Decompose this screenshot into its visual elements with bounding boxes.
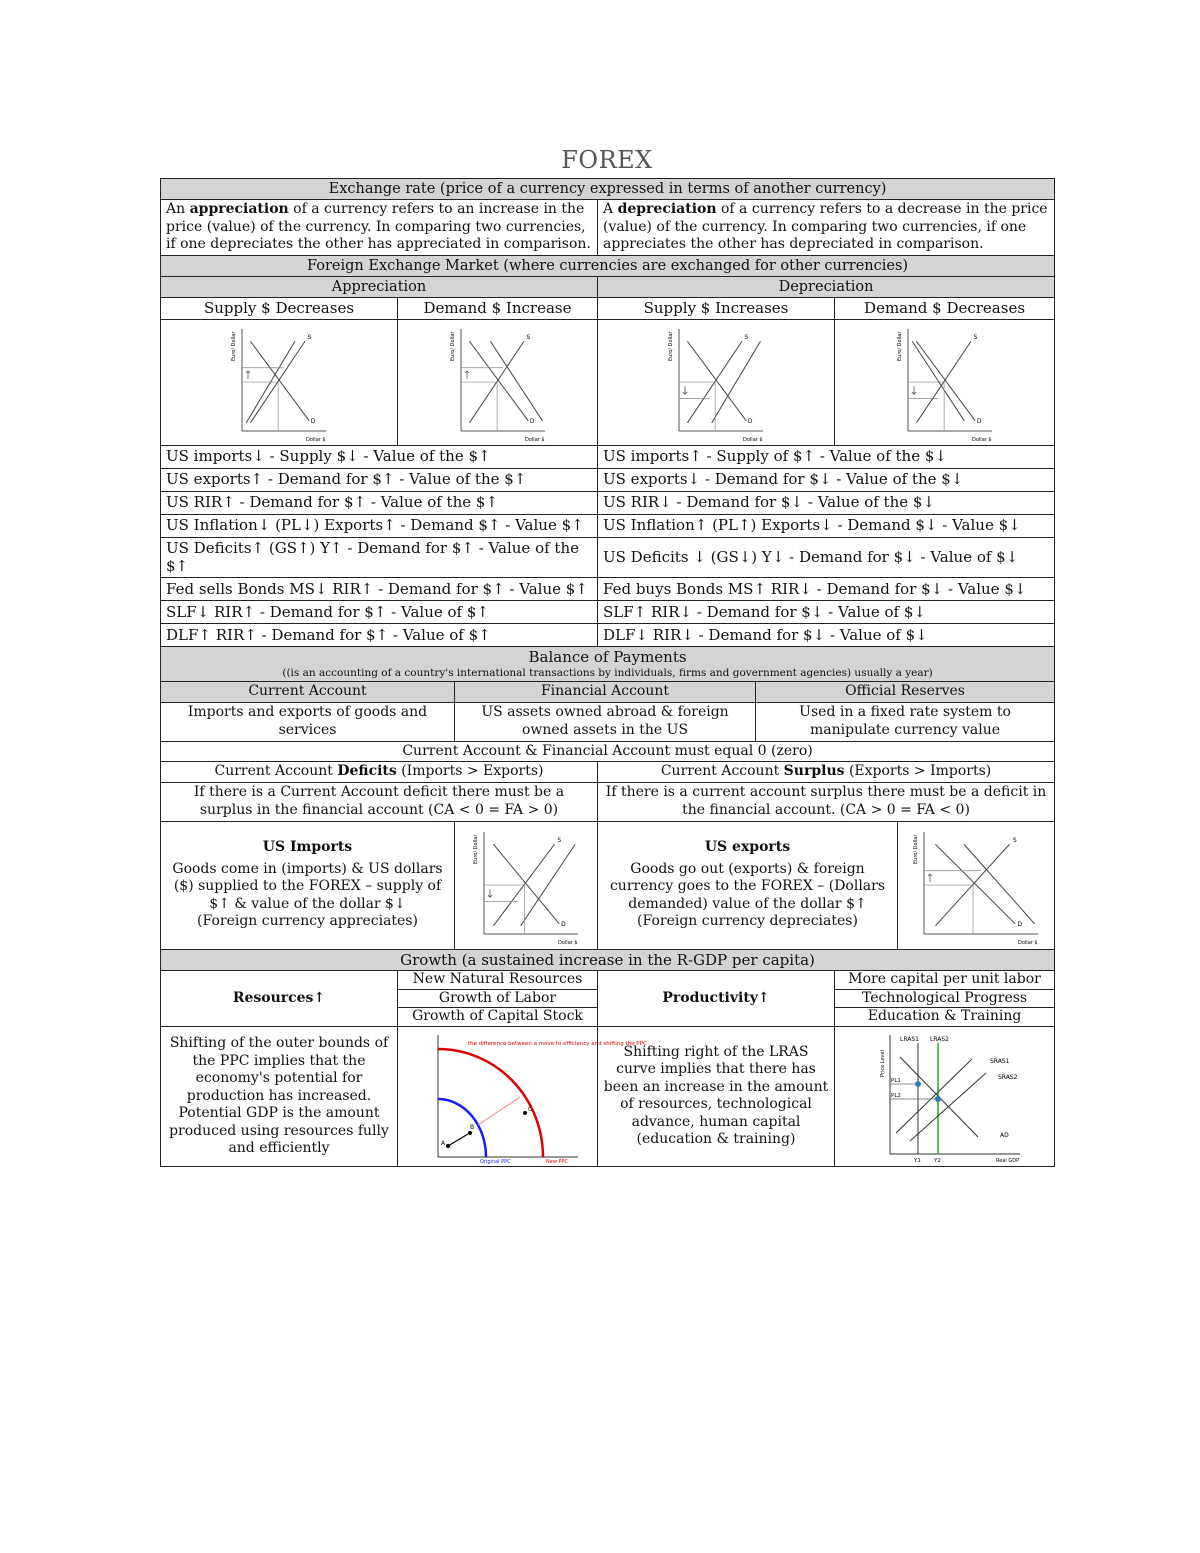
depreciation-factor: DLF↓ RIR↓ - Demand for $↓ - Value of $↓ bbox=[598, 624, 1055, 647]
appreciation-factor: US exports↑ - Demand for $↑ - Value of the $↑ bbox=[161, 468, 598, 491]
factor-row bbox=[161, 537, 1055, 578]
us-exports-note: (Foreign currency depreciates) bbox=[637, 913, 858, 930]
factor-row bbox=[161, 445, 1055, 468]
productivity-label: Productivity↑ bbox=[598, 971, 835, 1027]
zero-rule: Current Account & Financial Account must equal 0 (zero) bbox=[161, 741, 1055, 762]
ca-deficit-header: Current Account Deficits (Imports > Exports) bbox=[161, 762, 598, 783]
appreciation-factor: DLF↑ RIR↑ - Demand for $↑ - Value of $↑ bbox=[161, 624, 598, 647]
us-exports-title: US exports bbox=[704, 839, 791, 856]
bop-header-row bbox=[161, 647, 1055, 682]
point-a-label: A bbox=[440, 1139, 445, 1147]
us-imports-text: Goods come in (imports) & US dollars ($) supplied to the FOREX – supply of $↑ & value of the dollar $↓ bbox=[172, 860, 443, 912]
shift-arrow bbox=[478, 1097, 520, 1125]
fx-market-header: Foreign Exchange Market (where currencies are exchanged for other currencies) bbox=[161, 255, 1055, 276]
productivity-items bbox=[835, 971, 1055, 1027]
bop-descriptions-row bbox=[161, 702, 1055, 741]
demand-label: D bbox=[561, 920, 566, 928]
financial-account-desc: US assets owned abroad & foreign owned assets in the US bbox=[455, 702, 756, 741]
ppc-note: the difference between a move to efficiency and shifting the PPC bbox=[467, 1040, 647, 1047]
graph-x-axis-label: Dollar $ bbox=[971, 437, 992, 444]
appreciation-definition: An appreciation of a currency refers to an increase in the price (value) of the currency. In comparing two currencies, if one depreciates the other has appreciated in comparison. bbox=[161, 200, 598, 256]
demand-label: D bbox=[1017, 920, 1023, 928]
bop-subtitle: ((is an accounting of a country's international transactions by individuals, firms and government agencies) usually a year) bbox=[282, 666, 933, 679]
graph-x-axis-label: Dollar $ bbox=[1018, 940, 1038, 946]
sras1-label: SRAS1 bbox=[989, 1057, 1009, 1065]
ca-deficit-text: If there is a Current Account deficit there must be a surplus in the financial account (CA < 0 = FA > 0) bbox=[161, 782, 598, 821]
depreciation-factor: Fed buys Bonds MS↑ RIR↓ - Demand for $↓ - Value $↓ bbox=[598, 578, 1055, 601]
growth-factors-row bbox=[161, 971, 1055, 1027]
depreciation-factor: US Inflation↑ (PL↑) Exports↓ - Demand $↓ - Value $↓ bbox=[598, 514, 1055, 537]
trade-row bbox=[161, 821, 1055, 949]
productivity-item: Technological Progress bbox=[835, 990, 1054, 1009]
sras2-line bbox=[910, 1073, 986, 1141]
resources-item: Growth of Capital Stock bbox=[412, 1008, 583, 1025]
shifted-demand-curve bbox=[912, 341, 964, 421]
factor-row bbox=[161, 514, 1055, 537]
graph-x-axis-label: Dollar $ bbox=[743, 437, 763, 444]
point-c bbox=[523, 1111, 527, 1115]
current-account-desc: Imports and exports of goods and services bbox=[161, 702, 455, 741]
original-ppc-label: Original PPC bbox=[479, 1158, 511, 1165]
point-b-label: B bbox=[469, 1123, 474, 1131]
point-a bbox=[446, 1144, 450, 1148]
supply-decreases-label: Supply $ Decreases bbox=[161, 297, 398, 319]
factor-row bbox=[161, 491, 1055, 514]
equilibrium-1 bbox=[915, 1081, 921, 1087]
move-arrow bbox=[448, 1134, 468, 1146]
resources-items bbox=[398, 971, 598, 1027]
supply-label: S bbox=[1012, 837, 1017, 845]
depreciation-factor: US Deficits ↓ (GS↓) Y↓ - Demand for $↓ - Value of $↓ bbox=[598, 537, 1055, 578]
ad-label: AD bbox=[999, 1131, 1009, 1139]
y2-label: Y2 bbox=[933, 1157, 941, 1164]
us-imports-title: US Imports bbox=[262, 839, 353, 856]
us-exports-cell bbox=[598, 821, 898, 949]
pl1-label: PL1 bbox=[890, 1077, 901, 1084]
lras-text: Shifting right of the LRAS curve implies that there has been an increase in the amount of resources, technological advance, human capital (education & training) bbox=[598, 1026, 835, 1166]
y1-label: Y1 bbox=[913, 1157, 921, 1164]
appreciation-factor: Fed sells Bonds MS↓ RIR↑ - Demand for $↑ - Value $↑ bbox=[161, 578, 598, 601]
bop-accounts-row bbox=[161, 682, 1055, 703]
appreciation-factor: US imports↓ - Supply $↓ - Value of the $↑ bbox=[161, 445, 598, 468]
definitions-row bbox=[161, 200, 1055, 256]
supply-label: S bbox=[526, 334, 530, 342]
graph-x-axis-label: Dollar $ bbox=[558, 940, 578, 946]
factor-row bbox=[161, 578, 1055, 601]
depreciation-factor: US imports↑ - Supply of $↑ - Value of the $↓ bbox=[598, 445, 1055, 468]
direction-row bbox=[161, 276, 1055, 297]
us-exports-text: Goods go out (exports) & foreign currency goes to the FOREX – (Dollars demanded) value of the dollar $↑ bbox=[609, 860, 886, 912]
graph-y-axis-label: Euro/ Dollar bbox=[668, 331, 674, 362]
depreciation-factor: SLF↑ RIR↓ - Demand for $↓ - Value of $↓ bbox=[598, 601, 1055, 624]
ca-surplus-header: Current Account Surplus (Exports > Imports) bbox=[598, 762, 1055, 783]
original-ppc-curve bbox=[438, 1099, 486, 1157]
lras2-label: LRAS2 bbox=[929, 1035, 949, 1043]
financial-account-header: Financial Account bbox=[455, 682, 756, 703]
bop-title: Balance of Payments bbox=[528, 648, 687, 667]
graph-x-axis-label: Dollar $ bbox=[306, 437, 326, 444]
fx-graphs-row bbox=[161, 319, 1055, 445]
graph-y-axis-label: Euro/ Dollar bbox=[473, 834, 479, 864]
graph-y-axis-label: Euro/ Dollar bbox=[896, 331, 903, 362]
lras-graph bbox=[860, 1029, 1030, 1164]
supply-label: S bbox=[973, 334, 977, 342]
shift-labels-row bbox=[161, 297, 1055, 319]
demand-increase-label: Demand $ Increase bbox=[398, 297, 598, 319]
appreciation-factor: SLF↓ RIR↑ - Demand for $↑ - Value of $↑ bbox=[161, 601, 598, 624]
sras2-label: SRAS2 bbox=[997, 1073, 1017, 1081]
equilibrium-2 bbox=[935, 1096, 941, 1102]
resources-label: Resources↑ bbox=[161, 971, 398, 1027]
graph-y-axis-label: Euro/ Dollar bbox=[449, 331, 456, 362]
point-b bbox=[468, 1131, 472, 1135]
ppc-text: Shifting of the outer bounds of the PPC implies that the economy's potential for production has increased. Potential GDP is the amount produced using resources fully and efficiently bbox=[161, 1026, 398, 1166]
demand-label: D bbox=[747, 417, 753, 425]
us-exports-graph bbox=[906, 824, 1046, 946]
depreciation-factor: US exports↓ - Demand for $↓ - Value of the $↓ bbox=[598, 468, 1055, 491]
supply-decrease-graph bbox=[224, 321, 334, 443]
new-ppc-label: New PPC bbox=[545, 1158, 568, 1165]
us-imports-graph bbox=[466, 824, 586, 946]
demand-label: D bbox=[310, 417, 316, 425]
ca-rules-row bbox=[161, 782, 1055, 821]
productivity-item: More capital per unit labor bbox=[835, 971, 1054, 990]
productivity-item: Education & Training bbox=[867, 1008, 1022, 1025]
zero-rule-row bbox=[161, 741, 1055, 762]
exchange-rate-header-row bbox=[161, 179, 1055, 200]
growth-graphs-row bbox=[161, 1026, 1055, 1166]
factor-row bbox=[161, 601, 1055, 624]
demand-decreases-label: Demand $ Decreases bbox=[835, 297, 1055, 319]
appreciation-factor: US Inflation↓ (PL↓) Exports↑ - Demand $↑ - Value $↑ bbox=[161, 514, 598, 537]
resources-item: New Natural Resources bbox=[398, 971, 597, 990]
graph-y-axis-label: Euro/ Dollar bbox=[913, 834, 920, 864]
shifted-supply-curve bbox=[521, 844, 576, 926]
appreciation-header: Appreciation bbox=[161, 276, 598, 297]
us-imports-cell bbox=[161, 821, 455, 949]
lras1-label: LRAS1 bbox=[899, 1035, 919, 1043]
point-c-label: C bbox=[527, 1105, 532, 1113]
fx-market-header-row bbox=[161, 255, 1055, 276]
appreciation-factor: US RIR↑ - Demand for $↑ - Value of the $↑ bbox=[161, 491, 598, 514]
ppc-graph bbox=[408, 1029, 647, 1165]
official-reserves-header: Official Reserves bbox=[756, 682, 1055, 703]
ca-surplus-text: If there is a current account surplus there must be a deficit in the financial account. (CA > 0 = FA < 0) bbox=[598, 782, 1055, 821]
factor-row bbox=[161, 468, 1055, 491]
demand-label: D bbox=[529, 417, 535, 425]
growth-header-row bbox=[161, 949, 1055, 971]
supply-label: S bbox=[557, 837, 562, 845]
shifted-supply-curve bbox=[712, 341, 761, 423]
current-account-header: Current Account bbox=[161, 682, 455, 703]
depreciation-factor: US RIR↓ - Demand for $↓ - Value of the $↓ bbox=[598, 491, 1055, 514]
demand-label: D bbox=[976, 417, 982, 425]
ca-headers-row bbox=[161, 762, 1055, 783]
factor-row bbox=[161, 624, 1055, 647]
official-reserves-desc: Used in a fixed rate system to manipulate currency value bbox=[756, 702, 1055, 741]
graph-x-axis-label: Dollar $ bbox=[524, 437, 545, 444]
depreciation-header: Depreciation bbox=[598, 276, 1055, 297]
forex-sheet bbox=[160, 178, 1055, 1167]
supply-increase-graph bbox=[661, 321, 771, 443]
pl2-label: PL2 bbox=[890, 1092, 901, 1099]
graph-y-axis-label: Euro/ Dollar bbox=[231, 331, 237, 362]
appreciation-factor: US Deficits↑ (GS↑) Y↑ - Demand for $↑ - Value of the $↑ bbox=[161, 537, 598, 578]
supply-increases-label: Supply $ Increases bbox=[598, 297, 835, 319]
page-title: FOREX bbox=[561, 146, 653, 174]
demand-decrease-graph bbox=[890, 321, 1000, 443]
bop-header bbox=[161, 647, 1055, 682]
supply-label: S bbox=[744, 334, 749, 342]
us-imports-note: (Foreign currency appreciates) bbox=[197, 913, 418, 930]
demand-increase-graph bbox=[443, 321, 553, 443]
real-gdp-label: Real GDP bbox=[995, 1157, 1019, 1164]
supply-label: S bbox=[307, 334, 312, 342]
growth-header: Growth (a sustained increase in the R-GDP per capita) bbox=[161, 949, 1055, 971]
price-level-label: Price Level bbox=[879, 1049, 886, 1077]
depreciation-definition: A depreciation of a currency refers to a decrease in the price (value) of the currency. In comparing two currencies, if one appreciates the other has depreciated in comparison. bbox=[598, 200, 1055, 256]
resources-item: Growth of Labor bbox=[398, 990, 597, 1009]
exchange-rate-header: Exchange rate (price of a currency expressed in terms of another currency) bbox=[161, 179, 1055, 200]
demand-curve bbox=[935, 844, 1015, 924]
